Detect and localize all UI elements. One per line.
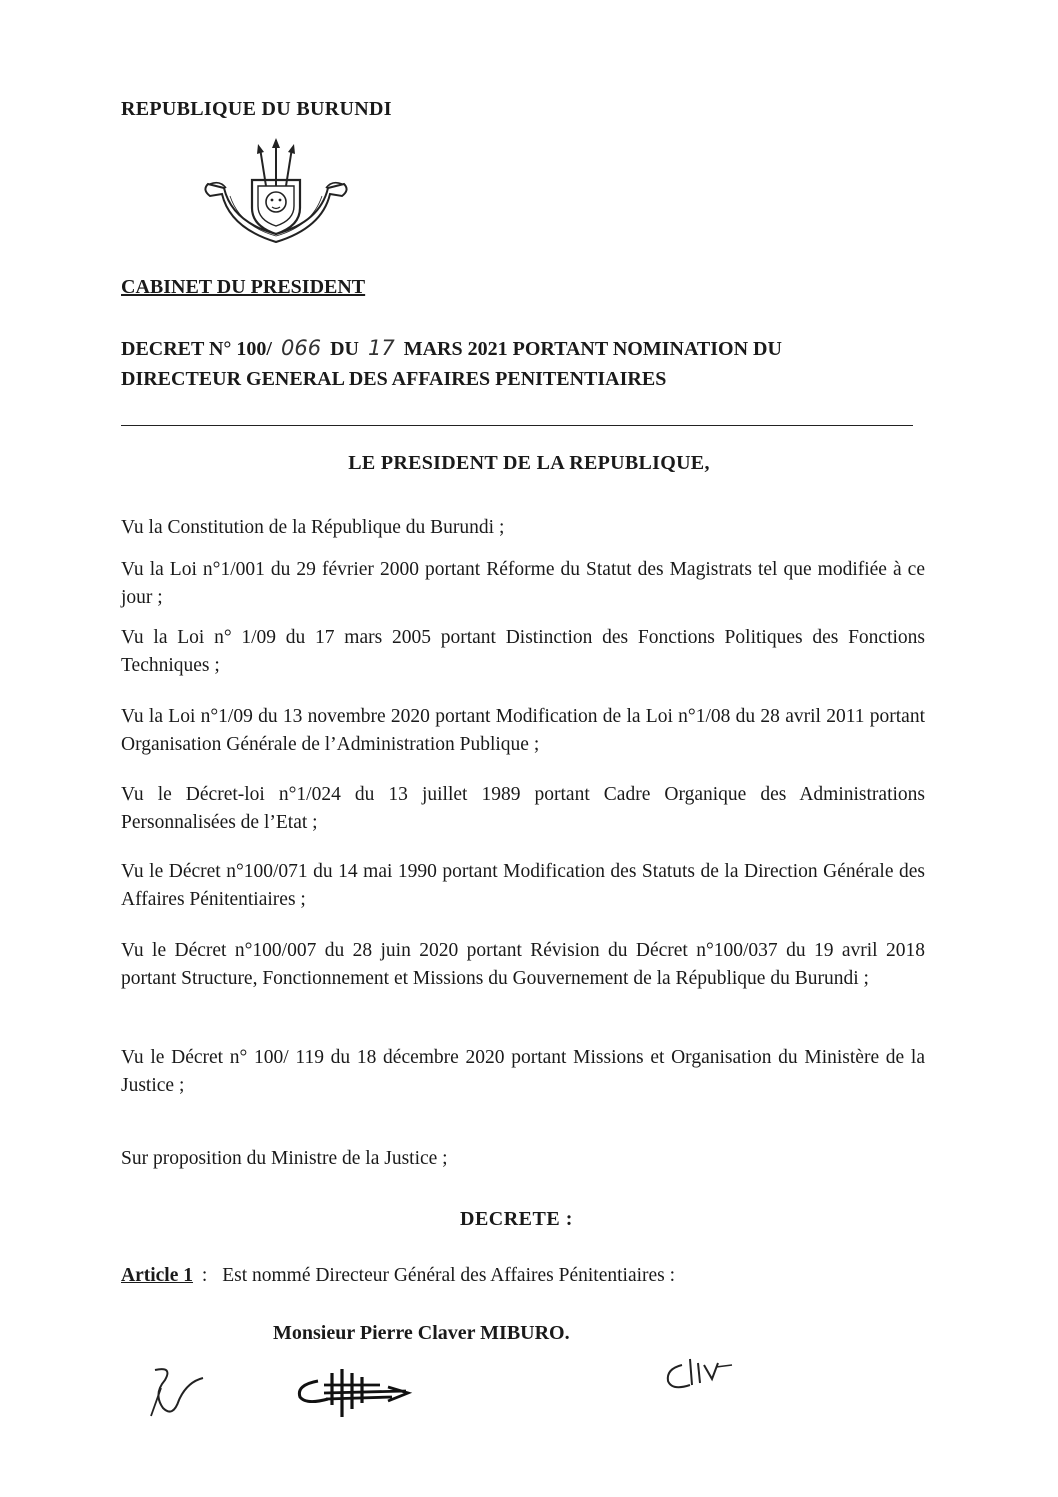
visa-loi-fonctions: Vu la Loi n° 1/09 du 17 mars 2005 portant Distinction des Fonctions Politiques des Fonctions Techniques ; (121, 627, 925, 676)
decree-du: DU (330, 338, 359, 360)
handwritten-decree-day: 17 (367, 336, 395, 360)
visa-loi-magistrats: Vu la Loi n°1/001 du 29 février 2000 portant Réforme du Statut des Magistrats tel que modifiée à ce jour ; (121, 559, 925, 608)
article-1-separator: : (201, 1265, 208, 1286)
visa-loi-administration: Vu la Loi n°1/09 du 13 novembre 2020 portant Modification de la Loi n°1/08 du 28 avril 2011 portant Organisation Générale de l’Administration Publique ; (121, 706, 925, 755)
initials-signature-2 (288, 1365, 418, 1423)
article-1-label: Article 1 (121, 1265, 194, 1286)
visa-decret-statuts: Vu le Décret n°100/071 du 14 mai 1990 portant Modification des Statuts de la Direction Générale des Affaires Pénitentiaires ; (121, 861, 925, 910)
visa-constitution: Vu la Constitution de la République du Burundi ; (121, 517, 505, 538)
decrete-heading: DECRETE : (460, 1208, 573, 1230)
nominee-name: Monsieur Pierre Claver MIBURO. (273, 1322, 570, 1344)
visa-decret-justice: Vu le Décret n° 100/ 119 du 18 décembre 2020 portant Missions et Organisation du Ministère de la Justice ; (121, 1047, 925, 1096)
decree-number-prefix: DECRET N° 100/ (121, 338, 272, 360)
president-heading (0, 452, 1058, 475)
coat-of-arms-emblem (200, 138, 352, 246)
article-1-text: Est nommé Directeur Général des Affaires Pénitentiaires : (222, 1265, 676, 1286)
decree-title-line2: DIRECTEUR GENERAL DES AFFAIRES PENITENTIAIRES (121, 368, 667, 390)
title-divider (121, 425, 913, 426)
cabinet-heading: CABINET DU PRESIDENT (121, 276, 366, 298)
visa-decret-loi-cadre: Vu le Décret-loi n°1/024 du 13 juillet 1989 portant Cadre Organique des Administrations Personnalisées de l’Etat ; (121, 784, 925, 833)
proposal-line: Sur proposition du Ministre de la Justice ; (121, 1148, 448, 1169)
initials-signature-1 (143, 1360, 213, 1422)
decree-title-line1: MARS 2021 PORTANT NOMINATION DU (403, 338, 782, 360)
president-heading-text: LE PRESIDENT DE LA REPUBLIQUE, (348, 452, 710, 474)
visa-decret-gouvernement: Vu le Décret n°100/007 du 28 juin 2020 portant Révision du Décret n°100/037 du 19 avril 2018 portant Structure, Fonctionnement et Missions du Gouvernement de la République du Burundi ; (121, 940, 925, 989)
article-1 (121, 1265, 675, 1287)
initials-signature-3 (660, 1355, 740, 1395)
handwritten-decree-number: 066 (281, 336, 322, 360)
decree-title (121, 333, 941, 394)
republic-heading: REPUBLIQUE DU BURUNDI (121, 98, 392, 120)
